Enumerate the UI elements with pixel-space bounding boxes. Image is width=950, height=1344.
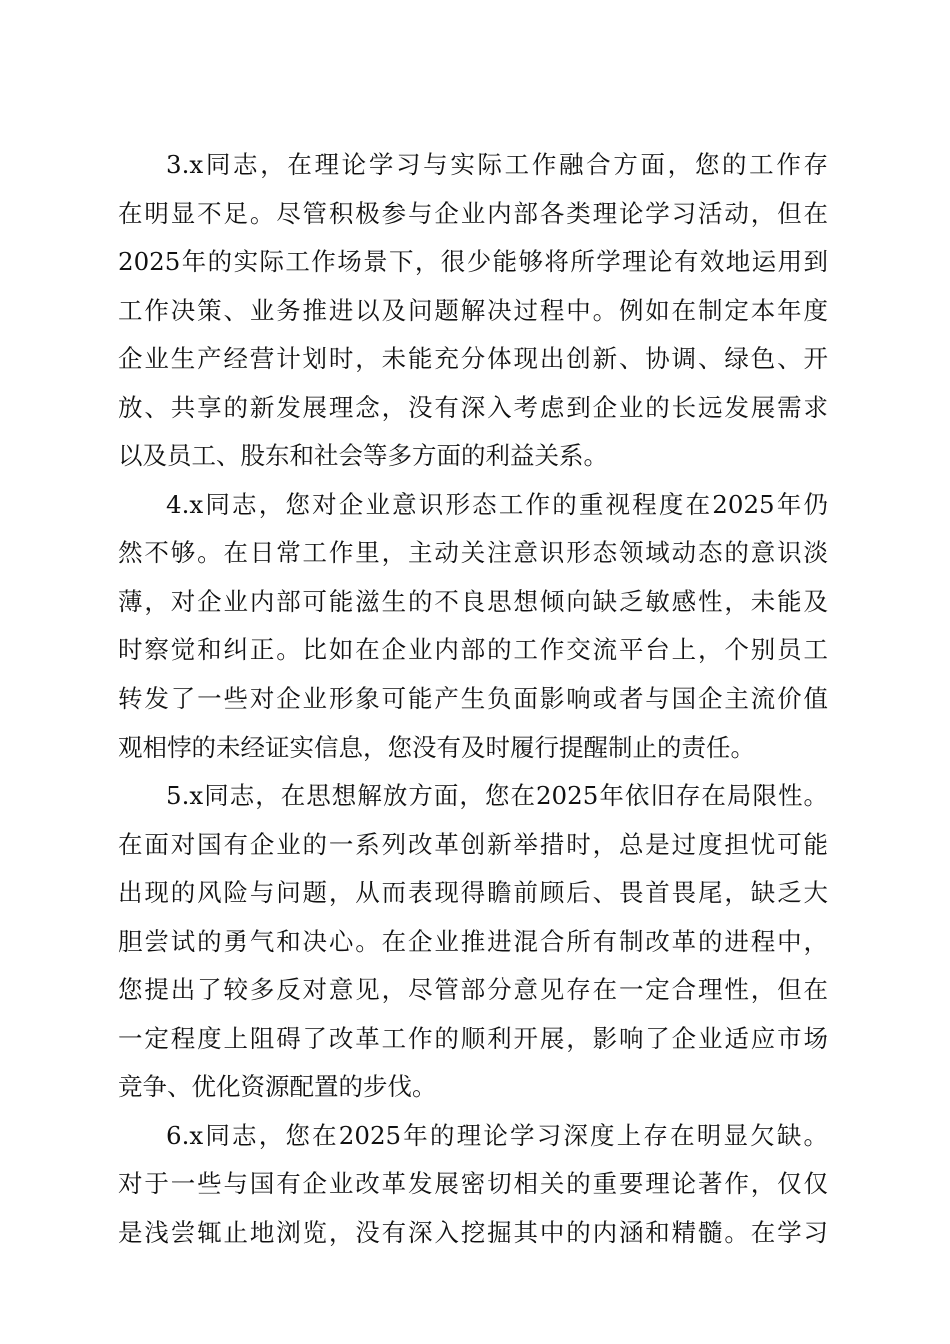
paragraph-line: 放、共享的新发展理念，没有深入考虑到企业的长远发展需求 [118,392,828,422]
paragraph-line: 工作决策、业务推进以及问题解决过程中。例如在制定本年度 [118,295,828,325]
paragraph-line: 您提出了较多反对意见，尽管部分意见存在一定合理性，但在 [118,975,828,1005]
paragraph-line: 以及员工、股东和社会等多方面的利益关系。 [118,441,608,471]
paragraph-line: 时察觉和纠正。比如在企业内部的工作交流平台上，个别员工 [118,635,828,665]
paragraph-line: 2025年的实际工作场景下，很少能够将所学理论有效地运用到 [118,247,828,277]
paragraph-line: 出现的风险与问题，从而表现得瞻前顾后、畏首畏尾，缺乏大 [118,878,828,908]
paragraph-line: 在面对国有企业的一系列改革创新举措时，总是过度担忧可能 [118,829,828,859]
paragraph-line: 竞争、优化资源配置的步伐。 [118,1072,437,1102]
paragraph-line: 在明显不足。尽管积极参与企业内部各类理论学习活动，但在 [118,198,828,228]
paragraph-line: 薄，对企业内部可能滋生的不良思想倾向缺乏敏感性，未能及 [118,586,828,616]
paragraph-line: 是浅尝辄止地浏览，没有深入挖掘其中的内涵和精髓。在学习 [118,1218,828,1248]
paragraph-line: 4.x同志，您对企业意识形态工作的重视程度在2025年仍 [166,489,828,519]
paragraph-line: 5.x同志，在思想解放方面，您在2025年依旧存在局限性。 [166,781,828,811]
paragraph-line: 3.x同志，在理论学习与实际工作融合方面，您的工作存 [166,150,828,179]
paragraph-line: 然不够。在日常工作里，主动关注意识形态领域动态的意识淡 [118,538,828,568]
paragraph-line: 胆尝试的勇气和决心。在企业推进混合所有制改革的进程中， [118,926,828,956]
paragraph-line: 对于一些与国有企业改革发展密切相关的重要理论著作，仅仅 [118,1169,828,1199]
document-body [118,141,828,1258]
paragraph-line: 企业生产经营计划时，未能充分体现出创新、协调、绿色、开 [118,344,828,374]
paragraph-line: 观相悖的未经证实信息，您没有及时履行提醒制止的责任。 [118,732,755,762]
paragraph-line: 转发了一些对企业形象可能产生负面影响或者与国企主流价值 [118,684,828,714]
paragraph-line: 6.x同志，您在2025年的理论学习深度上存在明显欠缺。 [166,1120,828,1150]
paragraph-line: 一定程度上阻碍了改革工作的顺利开展，影响了企业适应市场 [118,1023,828,1053]
